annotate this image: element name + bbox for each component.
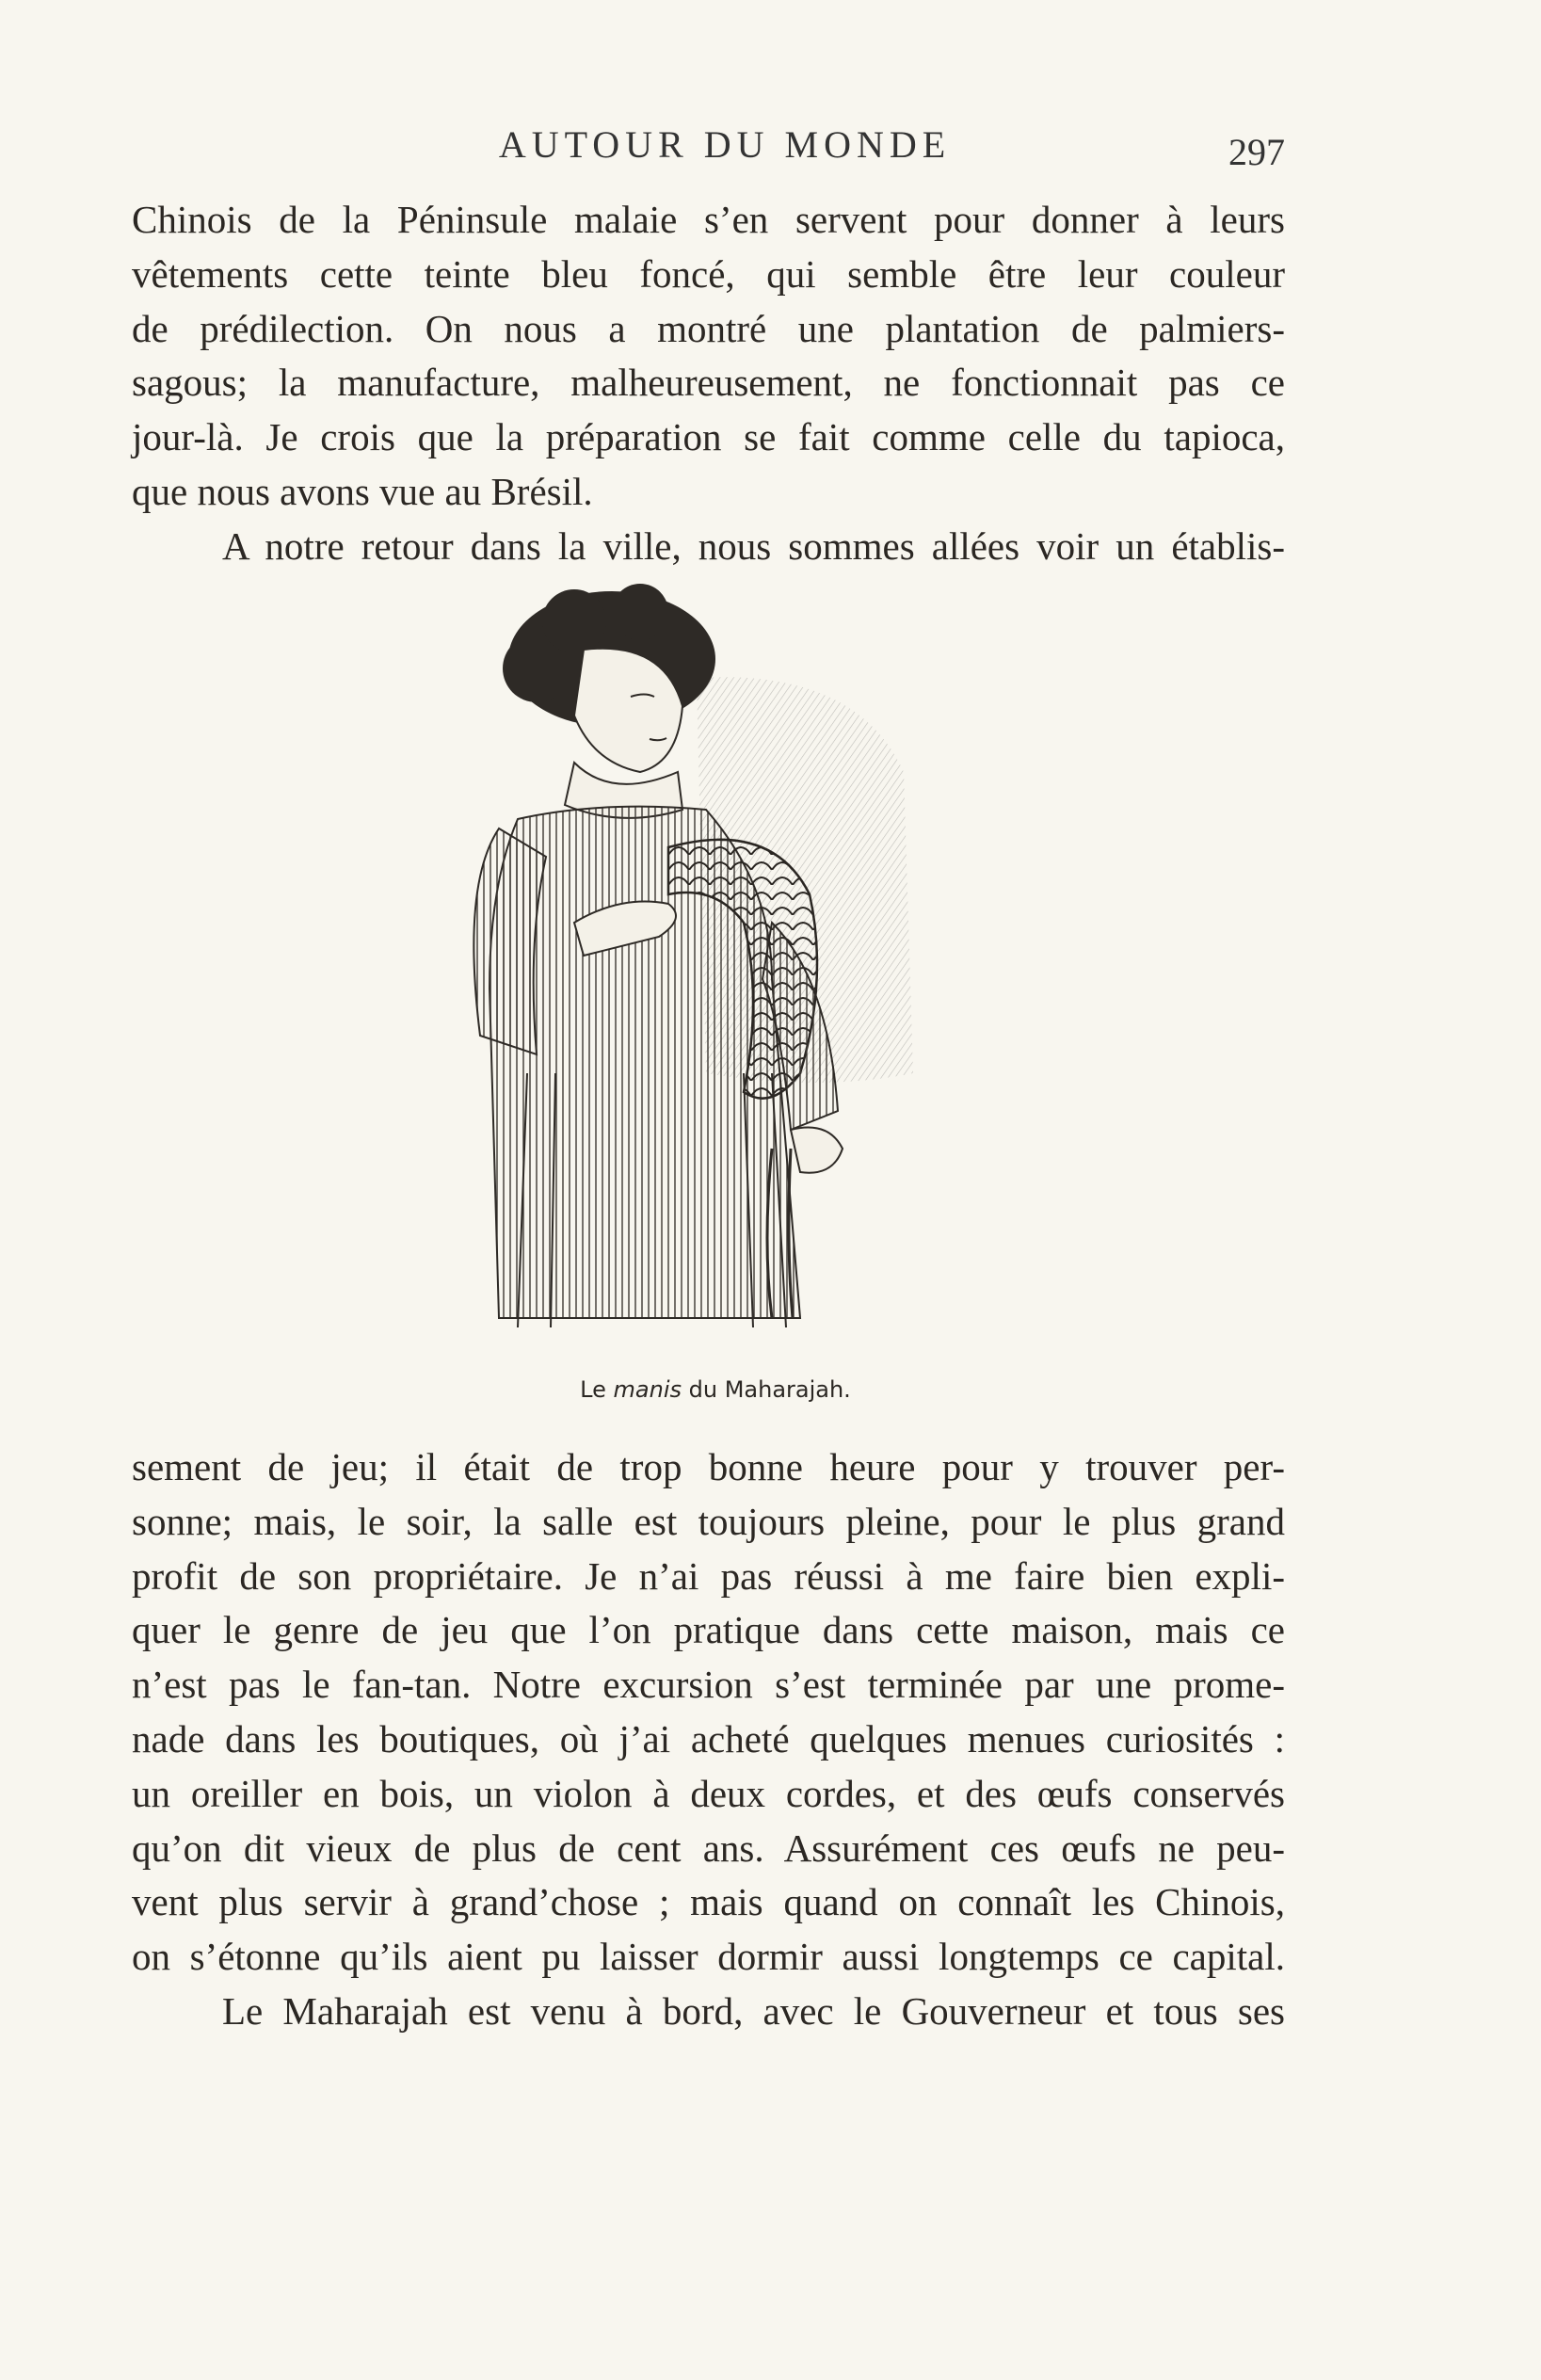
text-line: Chinois de la Péninsule malaie s’en servent pour donner à leurs [132, 198, 1285, 241]
caption-suffix: du Maharajah. [681, 1376, 851, 1403]
engraving-woman-with-manis [461, 584, 970, 1356]
text-line: de prédilection. On nous a montré une plantation de palmiers- [132, 306, 1285, 350]
text-line: qu’on dit vieux de plus de cent ans. Assurément ces œufs ne peu- [132, 1825, 1285, 1870]
text-line: vent plus servir à grand’chose ; mais quand on connaît les Chinois, [132, 1880, 1285, 1924]
text-line: sonne; mais, le soir, la salle est toujours pleine, pour le plus grand [132, 1499, 1285, 1543]
text-line: n’est pas le fan-tan. Notre excursion s’est terminée par une prome- [132, 1663, 1285, 1707]
text-line: que nous avons vue au Brésil. [132, 469, 593, 513]
text-line: jour-là. Je crois que la préparation se fait comme celle du tapioca, [132, 415, 1285, 459]
text-line: vêtements cette teinte bleu foncé, qui semble être leur couleur [132, 251, 1285, 296]
text-line: sement de jeu; il était de trop bonne heure pour y trouver per- [132, 1445, 1285, 1488]
caption-prefix: Le [580, 1376, 614, 1403]
caption-italic: manis [613, 1376, 682, 1403]
page-number: 297 [1228, 131, 1285, 173]
text-line: sagous; la manufacture, malheureusement, ne fonctionnait pas ce [132, 361, 1285, 405]
text-line: profit de son propriétaire. Je n’ai pas réussi à me faire bien expli- [132, 1553, 1285, 1598]
text-line: Le Maharajah est venu à bord, avec le Gouverneur et tous ses [222, 1988, 1285, 2033]
text-line: A notre retour dans la ville, nous sommes allées voir un établis- [222, 523, 1285, 568]
bottom-text-block [132, 1440, 1285, 2039]
top-text-block [132, 193, 1285, 574]
text-line: quer le genre de jeu que l’on pratique dans cette maison, mais ce [132, 1608, 1285, 1652]
text-line: un oreiller en bois, un violon à deux cordes, et des œufs conservés [132, 1771, 1285, 1815]
illustration-caption [527, 1376, 904, 1403]
text-line: nade dans les boutiques, où j’ai acheté quelques menues curiosités : [132, 1716, 1285, 1761]
text-line: on s’étonne qu’ils aient pu laisser dormir aussi longtemps ce capital. [132, 1935, 1285, 1979]
running-head: AUTOUR DU MONDE [498, 123, 952, 166]
